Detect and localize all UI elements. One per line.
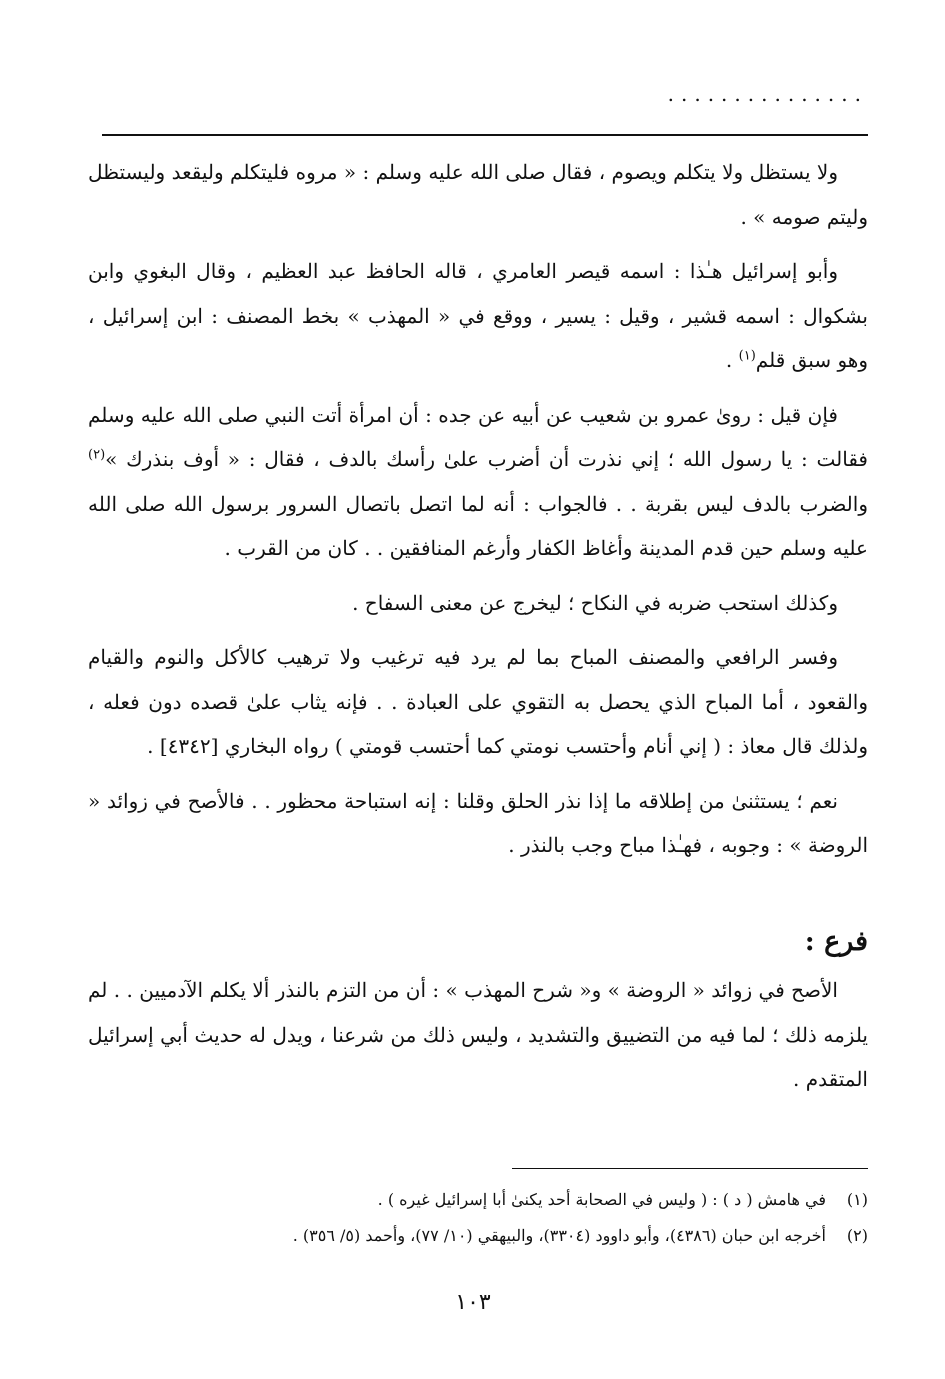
paragraph-6: نعم ؛ يستثنىٰ من إطلاقه ما إذا نذر الحلق وقلنا : إنه استباحة محظور . . فالأصح في زوائد « الروضة » : وجوبه ، فهـٰذا مباح وجب بالنذر . — [88, 788, 868, 857]
paragraph-2: وأبو إسرائيل هـٰذا : اسمه قيصر العامري ، قاله الحافظ عبد العظيم ، وقال البغوي وابن بشكوال : اسمه قشير ، وقيل : يسير ، ووقع في « المهذب » بخط المصنف : ابن إسرائيل ، وهو سبق قلم$^{(١)}$ . — [88, 259, 868, 372]
main-text — [88, 150, 868, 1112]
paragraph-4: وكذلك استحب ضربه في النكاح ؛ ليخرج عن معنى السفاح . — [352, 590, 838, 615]
paragraph-1: ولا يستظل ولا يتكلم ويصوم ، فقال صلى الله عليه وسلم : « مروه فليتكلم وليقعد وليستظل وليتم صومه » . — [88, 160, 868, 229]
footnote-number: (١) — [846, 1190, 868, 1209]
document-page — [78, 0, 868, 1379]
footnote-number: (٢) — [846, 1226, 868, 1245]
section-paragraph: الأصح في زوائد « الروضة » و« شرح المهذب » : أن من التزم بالنذر ألا يكلم الآدميين . . لم يلزمه ذلك ؛ لما فيه من التضييق والتشديد ، وليس ذلك من شرعنا ، ويدل له حديث أبي إسرائيل المتقدم . — [88, 978, 869, 1091]
footnote-1 — [88, 1182, 868, 1218]
footnote-text: في هامش ( د ) : ( وليس في الصحابة أحد يكنىٰ أبا إسرائيل غيره ) . — [377, 1190, 826, 1209]
footnote-rule — [512, 1168, 868, 1169]
header-rule — [102, 134, 868, 136]
footnote-text: أخرجه ابن حبان (٤٣٨٦)، وأبو داوود (٣٣٠٤)، والبيهقي (١٠/ ٧٧)، وأحمد (٥/ ٣٥٦) . — [292, 1226, 826, 1245]
footnote-ref-1[interactable]: (١) — [738, 348, 756, 364]
header-dotted-line: ............... — [667, 84, 868, 104]
paragraph-5: وفسر الرافعي والمصنف المباح بما لم يرد فيه ترغيب ولا ترهيب كالأكل والنوم والقيام والقعود ، أما المباح الذي يحصل به التقوي على العبادة . . فإنه يثاب علىٰ قصده دون فعله ، ولذلك قال معاذ : ( إني أنام وأحتسب نومتي كما أحتسب قومتي ) رواه البخاري [٤٣٤٢] . — [88, 645, 868, 758]
section-heading: فرع : — [804, 925, 868, 957]
footnote-ref-2[interactable]: (٢) — [88, 447, 106, 463]
footnote-2 — [88, 1218, 868, 1254]
paragraph-3: فإن قيل : رویٰ عمرو بن شعيب عن أبيه عن جده : أن امرأة أتت النبي صلى الله عليه وسلم فقالت : يا رسول الله ؛ إني نذرت أن أضرب علىٰ رأسك بالدف ، فقال : « أوف بنذرك »$^{(٢)}$ والضرب بالدف ليس بقربة . . فالجواب : أنه لما اتصل باتصال السرور برسول الله صلى الله عليه وسلم حين قدم المدينة وأغاظ الكفار وأرغم المنافقين . . كان من القرب . — [88, 402, 868, 560]
footnotes — [88, 1182, 868, 1254]
page-number: ١٠٣ — [455, 1290, 491, 1315]
